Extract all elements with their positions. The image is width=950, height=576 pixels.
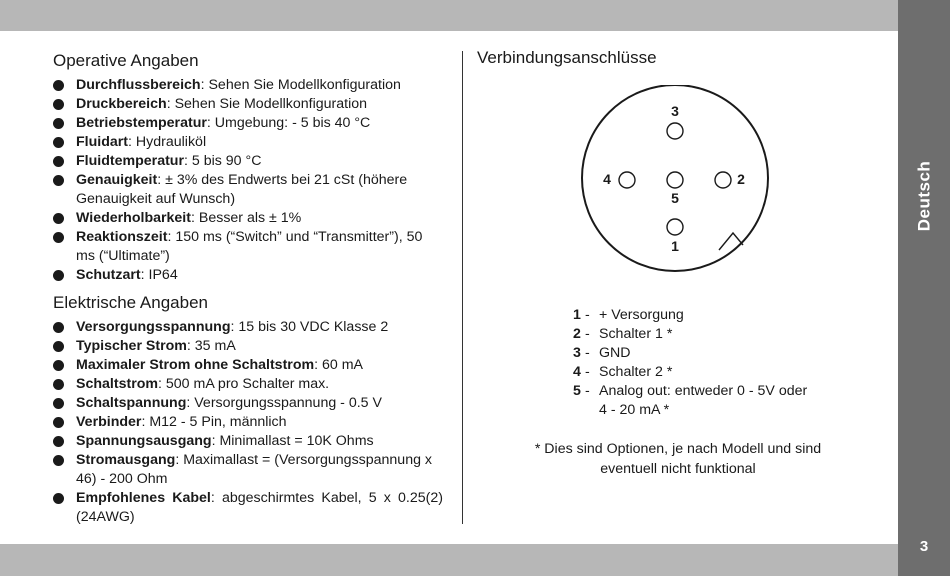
bullet-icon (53, 156, 64, 167)
legend-row-continuation (573, 401, 807, 420)
legend-row (573, 382, 807, 401)
list-item (53, 451, 443, 489)
list-item (53, 228, 443, 266)
bullet-icon (53, 232, 64, 243)
options-footnote (505, 439, 851, 479)
list-item (53, 413, 443, 432)
bullet-icon (53, 213, 64, 224)
list-item (53, 133, 443, 152)
item-text: : 15 bis 30 VDC Klasse 2 (230, 319, 389, 335)
list-item (53, 356, 443, 375)
item-text: : abgeschirmtes Kabel, 5 x 0.25(2) (24AWG) (76, 490, 443, 525)
item-text: : M12 - 5 Pin, männlich (141, 414, 287, 430)
bullet-icon (53, 118, 64, 129)
elektrische-heading: Elektrische Angaben (53, 293, 208, 312)
item-label: Genauigkeit (76, 172, 158, 188)
list-item (53, 152, 443, 171)
item-text: : Versorgungsspannung - 0.5 V (186, 395, 382, 411)
item-label: Empfohlenes Kabel (76, 490, 211, 506)
item-label: Durchflussbereich (76, 77, 201, 93)
item-text: : 35 mA (186, 338, 236, 354)
legend-row (573, 344, 807, 363)
bottom-bar (0, 544, 898, 576)
item-label: Fluidtemperatur (76, 153, 184, 169)
item-label: Wiederholbarkeit (76, 210, 191, 226)
legend-pin: 5 (573, 383, 581, 399)
bullet-icon (53, 455, 64, 466)
legend-pin: 2 (573, 326, 581, 342)
left-column (53, 50, 443, 527)
coding-key-icon (719, 233, 743, 250)
item-text: : Minimallast = 10K Ohms (211, 433, 374, 449)
list-item (53, 114, 443, 133)
legend-dash: - (585, 383, 590, 399)
bullet-icon (53, 270, 64, 281)
top-bar (0, 0, 898, 31)
m12-connector-diagram (575, 85, 775, 275)
column-divider (462, 51, 463, 524)
footnote-line: eventuell nicht funktional (600, 461, 756, 477)
bullet-icon (53, 436, 64, 447)
bullet-icon (53, 493, 64, 504)
pin-2-icon (715, 172, 731, 188)
pin-1-icon (667, 219, 683, 235)
legend-text: Schalter 1 * (599, 326, 673, 342)
item-label: Schaltstrom (76, 376, 158, 392)
language-side-tab (898, 0, 950, 576)
item-text: : Maximallast = (Versorgungsspannung x 46) - 200 Ohm (76, 452, 433, 487)
item-text: : Sehen Sie Modellkonfiguration (166, 96, 368, 112)
legend-text: Schalter 2 * (599, 364, 673, 380)
legend-pin: 4 (573, 364, 581, 380)
item-text: : 150 ms (“Switch” und “Transmitter”), 50 ms (“Ultimate”) (76, 229, 423, 264)
list-item (53, 209, 443, 228)
item-label: Schaltspannung (76, 395, 187, 411)
bullet-icon (53, 341, 64, 352)
list-item (53, 318, 443, 337)
item-label: Maximaler Strom ohne Schaltstrom (76, 357, 315, 373)
bullet-icon (53, 417, 64, 428)
item-text: : Besser als ± 1% (190, 210, 302, 226)
bullet-icon (53, 398, 64, 409)
item-text: : 5 bis 90 °C (184, 153, 262, 169)
legend-row (573, 363, 807, 382)
legend-pin: 3 (573, 345, 581, 361)
item-text: : IP64 (140, 267, 178, 283)
item-text: : 500 mA pro Schalter max. (158, 376, 330, 392)
operative-list (53, 76, 443, 285)
legend-text: GND (599, 345, 631, 361)
item-text: : Hydrauliköl (128, 134, 207, 150)
page-number: 3 (919, 538, 929, 555)
item-label: Schutzart (76, 267, 141, 283)
pin-label-5: 5 (671, 190, 679, 206)
list-item (53, 95, 443, 114)
item-label: Fluidart (76, 134, 129, 150)
pin-label-2: 2 (737, 171, 745, 187)
verbindung-heading: Verbindungsanschlüsse (477, 48, 657, 67)
pin-5-icon (667, 172, 683, 188)
list-item (53, 76, 443, 95)
pin-legend (573, 306, 807, 420)
operative-heading: Operative Angaben (53, 51, 199, 70)
item-text: : Umgebung: - 5 bis 40 °C (206, 115, 371, 131)
item-label: Stromausgang (76, 452, 176, 468)
list-item (53, 394, 443, 413)
list-item (53, 489, 443, 527)
list-item (53, 266, 443, 285)
legend-dash: - (585, 364, 590, 380)
item-label: Spannungsausgang (76, 433, 212, 449)
list-item (53, 375, 443, 394)
bullet-icon (53, 175, 64, 186)
legend-dash: - (585, 345, 590, 361)
pin-label-1: 1 (671, 238, 679, 254)
footnote-line: * Dies sind Optionen, je nach Modell und sind (534, 441, 822, 457)
item-label: Typischer Strom (76, 338, 187, 354)
pin-4-icon (619, 172, 635, 188)
legend-dash: - (585, 326, 590, 342)
pin-3-icon (667, 123, 683, 139)
bullet-icon (53, 80, 64, 91)
bullet-icon (53, 360, 64, 371)
item-label: Druckbereich (76, 96, 167, 112)
legend-text: + Versorgung (599, 307, 684, 323)
legend-text: 4 - 20 mA * (599, 402, 670, 418)
legend-row (573, 306, 807, 325)
item-label: Versorgungsspannung (76, 319, 231, 335)
elektrische-list (53, 318, 443, 527)
bullet-icon (53, 137, 64, 148)
legend-text: Analog out: entweder 0 - 5V oder (599, 383, 808, 399)
legend-row (573, 325, 807, 344)
item-label: Verbinder (76, 414, 142, 430)
language-tab-label: Deutsch (914, 160, 934, 232)
item-label: Betriebstemperatur (76, 115, 207, 131)
language-tab-label-wrap (898, 156, 950, 236)
legend-pin: 1 (573, 307, 581, 323)
bullet-icon (53, 322, 64, 333)
bullet-icon (53, 99, 64, 110)
list-item (53, 171, 443, 209)
item-label: Reaktionszeit (76, 229, 168, 245)
legend-dash: - (585, 307, 590, 323)
bullet-icon (53, 379, 64, 390)
pin-label-3: 3 (671, 103, 679, 119)
list-item (53, 432, 443, 451)
item-text: : Sehen Sie Modellkonfiguration (200, 77, 401, 93)
pin-label-4: 4 (603, 171, 611, 187)
list-item (53, 337, 443, 356)
item-text: : ± 3% des Endwerts bei 21 cSt (höhere Genauigkeit auf Wunsch) (76, 172, 408, 207)
item-text: : 60 mA (314, 357, 363, 373)
